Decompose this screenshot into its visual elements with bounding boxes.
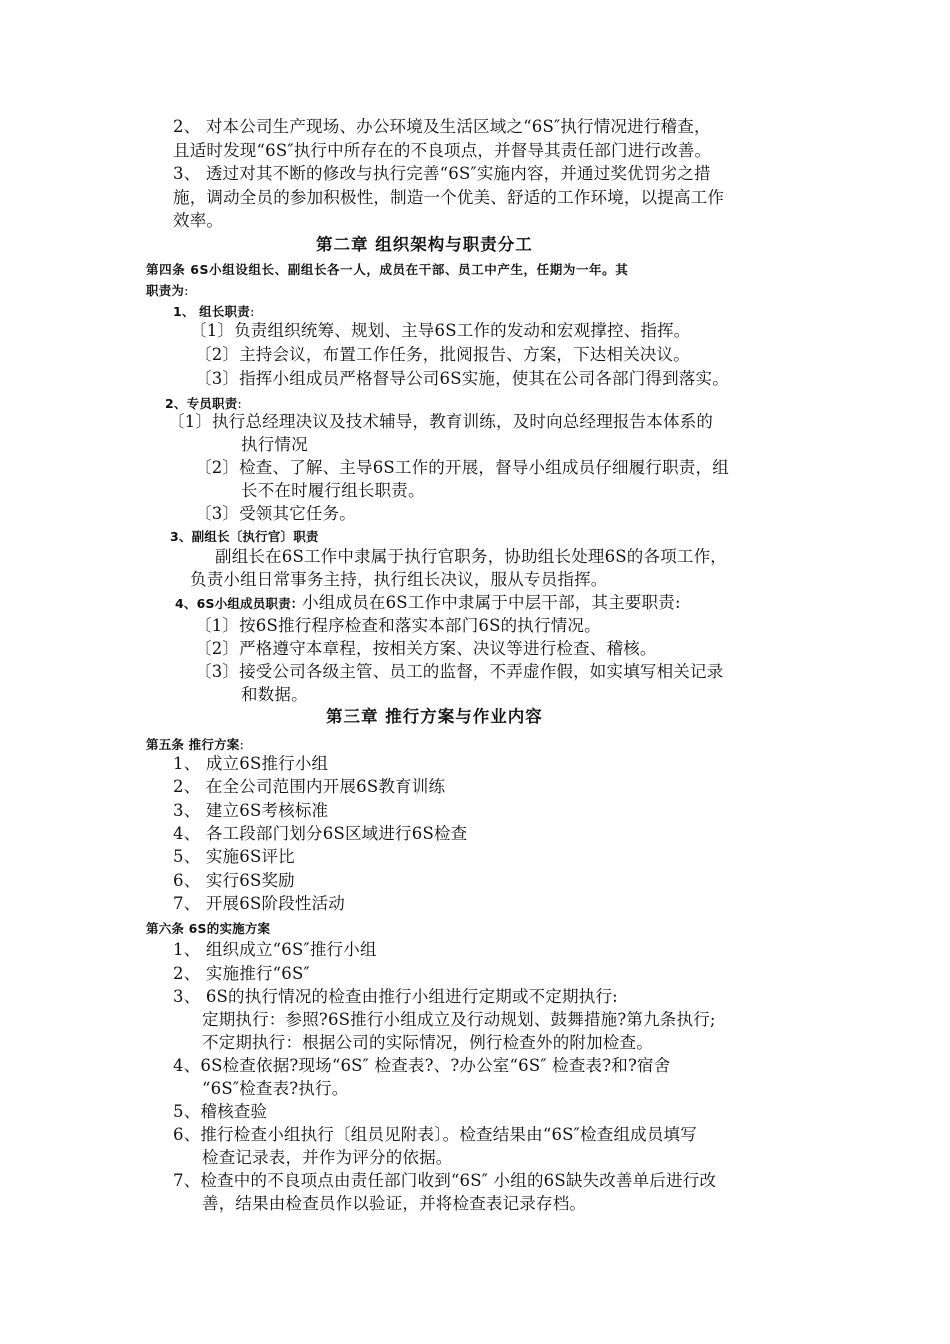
leader-duty-2: 〔2〕主持会议，布置工作任务，批阅报告、方案，下达相关决议。 (195, 345, 690, 364)
item-3-line-1: 3、 透过对其不断的修改与执行完善“6S″实施内容，并通过奖优罚劣之措 (173, 164, 711, 183)
deputy-duties-line-2: 负责小组日常事务主持，执行组长决议，服从专员指挥。 (190, 570, 608, 589)
specialist-duty-2-line-2: 长不在时履行组长职责。 (241, 481, 425, 500)
leader-duties-heading: 1、 组长职责 (173, 304, 250, 319)
article-6-item-2: 2、 实施推行“6S″ (173, 964, 310, 983)
chapter-3-title: 第三章 推行方案与作业内容 (326, 707, 543, 726)
article-6-item-3-scheduled: 定期执行：参照?6S推行小组成立及行动规划、鼓舞措施?第九条执行; (202, 1010, 716, 1029)
article-4-heading-tail: 职责为 (146, 283, 185, 298)
chapter-2-title: 第二章 组织架构与职责分工 (316, 235, 533, 254)
specialist-duties-heading: 2、专员职责 (165, 396, 238, 411)
leader-duties-colon: : (249, 305, 255, 320)
article-5-item-7: 7、 开展6S阶段性活动 (173, 894, 345, 913)
article-5-item-6: 6、 实行6S奖励 (173, 871, 295, 890)
member-duty-3-line-2: 和数据。 (241, 685, 308, 704)
deputy-duties-heading: 3、副组长〔执行官〕职责 (170, 529, 319, 544)
article-6-item-6-line-2: 检查记录表，并作为评分的依据。 (202, 1148, 453, 1167)
item-2-line-1: 2、 对本公司生产现场、办公环境及生活区域之“6S″执行情况进行稽查， (173, 117, 711, 136)
article-6-item-5: 5、稽核查验 (173, 1102, 268, 1121)
article-5-item-3: 3、 建立6S考核标准 (173, 801, 329, 820)
article-6-item-6-line-1: 6、推行检查小组执行〔组员见附表〕。检查结果由“6S″检查组成员填写 (173, 1125, 697, 1144)
article-6-item-7-line-1: 7、检查中的不良项点由责任部门收到“6S″ 小组的6S缺失改善单后进行改 (173, 1171, 717, 1190)
member-duty-2: 〔2〕严格遵守本章程，按相关方案、决议等进行检查、稽核。 (195, 639, 657, 658)
article-6-heading: 第六条 6S的实施方案 (146, 921, 271, 936)
specialist-duty-1-line-1: 〔1〕执行总经理决议及技术辅导，教育训练，及时向总经理报告本体系的 (168, 412, 714, 431)
article-5-item-5: 5、 实施6S评比 (173, 847, 295, 866)
article-5-colon: : (239, 738, 245, 753)
article-6-item-7-line-2: 善，结果由检查员作以验证，并将检查表记录存档。 (202, 1194, 587, 1213)
article-4-colon: : (184, 284, 189, 299)
item-3-line-2: 施，调动全员的参加积极性，制造一个优美、舒适的工作环境，以提高工作 (173, 188, 725, 207)
member-duties-heading: 4、6S小组成员职责 (175, 596, 291, 611)
article-6-item-3: 3、 6S的执行情况的检查由推行小组进行定期或不定期执行: (173, 987, 618, 1006)
leader-duty-1: 〔1〕负责组织统筹、规划、主导6S工作的发动和宏观撑控、指挥。 (190, 321, 691, 340)
specialist-duties-colon: : (237, 397, 242, 412)
article-5-item-4: 4、 各工段部门划分6S区域进行6S检查 (173, 824, 468, 843)
article-6-item-4-line-1: 4、6S检查依据?现场“6S″ 检查表?、?办公室“6S″ 检查表?和?宿舍 (173, 1056, 671, 1075)
article-5-item-2: 2、 在全公司范围内开展6S教育训练 (173, 777, 446, 796)
specialist-duty-2-line-1: 〔2〕检查、了解、主导6S工作的开展，督导小组成员仔细履行职责，组 (195, 458, 729, 477)
item-3-line-3: 效率。 (173, 211, 224, 230)
member-duty-1: 〔1〕按6S推行程序检查和落实本部门6S的执行情况。 (195, 616, 601, 635)
deputy-duties-line-1: 副组长在6S工作中隶属于执行官职务，协助组长处理6S的各项工作， (215, 547, 728, 566)
specialist-duty-1-line-2: 执行情况 (241, 435, 308, 454)
leader-duty-3: 〔3〕指挥小组成员严格督导公司6S实施，使其在公司各部门得到落实。 (195, 369, 729, 388)
item-2-line-2: 且适时发现“6S″执行中所存在的不良项点，并督导其责任部门进行改善。 (173, 141, 712, 160)
specialist-duty-3: 〔3〕受领其它任务。 (195, 504, 356, 523)
article-6-item-4-line-2: “6S″检查表?执行。 (202, 1079, 349, 1098)
article-6-item-3-unscheduled: 不定期执行：根据公司的实际情况，例行检查外的附加检查。 (202, 1033, 653, 1052)
article-6-item-1: 1、 组织成立“6S″推行小组 (173, 940, 377, 959)
member-duty-3-line-1: 〔3〕接受公司各级主管、员工的监督，不弄虚作假，如实填写相关记录 (195, 662, 724, 681)
member-duties-intro: : 小组成员在6S工作中隶属于中层干部，其主要职责: (290, 593, 681, 612)
article-4-heading: 第四条 6S小组设组长、副组长各一人，成员在干部、员工中产生，任期为一年。其 (146, 262, 629, 277)
article-5-item-1: 1、 成立6S推行小组 (173, 754, 329, 773)
article-5-heading: 第五条 推行方案 (146, 737, 240, 752)
